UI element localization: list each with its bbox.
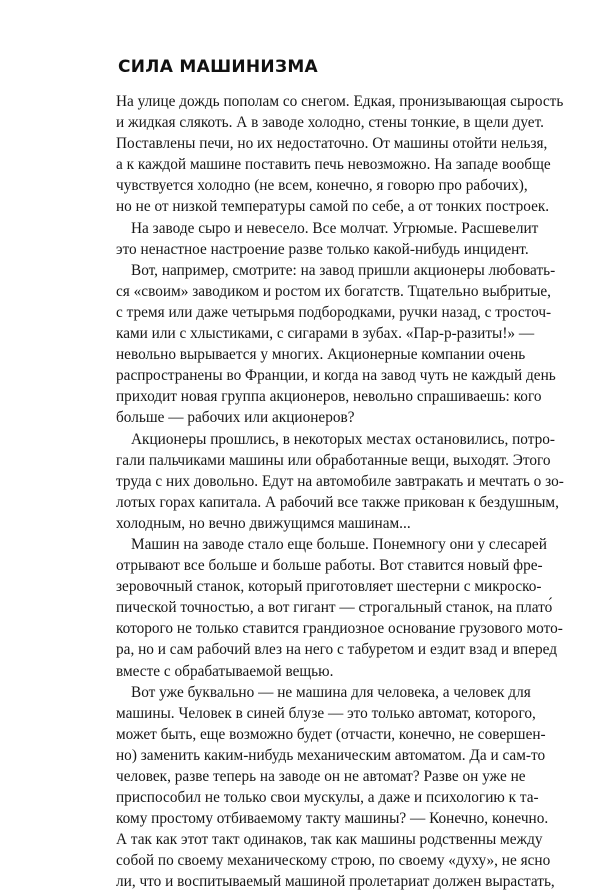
- text-line: На улице дождь пополам со снегом. Едкая, пронизывающая сырость: [116, 93, 564, 110]
- text-line: но) заменить каким-нибудь механическим автоматом. Да и сам-то: [116, 746, 546, 764]
- text-line: с тремя или даже четырьмя подбородками, ручки назад, с тросточ-: [116, 303, 552, 321]
- text-line: приходит новая группа акционеров, невольно спрашиваешь: кого: [116, 388, 542, 406]
- chapter-body: [116, 91, 564, 893]
- text-line: Поставлены печи, но их недостаточно. От машины отойти нельзя,: [116, 135, 548, 153]
- chapter-title: СИЛА МАШИНИЗМА: [118, 57, 319, 77]
- text-line: Вот уже буквально — не машина для человека, а человек для: [131, 683, 531, 701]
- text-line: а к каждой машине поставить печь невозможно. На западе вообще: [116, 156, 551, 174]
- text-line: машины. Человек в синей блузе — это только автомат, которого,: [116, 704, 536, 722]
- text-line: ся «своим» заводиком и ростом их богатств. Тщательно выбритые,: [116, 282, 552, 300]
- text-line: которого не только ставится грандиозное основание грузового мото-: [116, 620, 563, 638]
- text-line: приспособил не только свои мускулы, а даже и психологию к та-: [116, 789, 539, 807]
- text-line: На заводе сыро и невесело. Все молчат. Угрюмые. Расшевелит: [131, 219, 539, 237]
- text-line: Акционеры прошлись, в некоторых местах остановились, потро-: [131, 430, 556, 448]
- text-line: это ненастное настроение разве только какой-нибудь инцидент.: [116, 240, 529, 258]
- text-line: ками или с хлыстиками, с сигарами в зубах. «Пар-р-разиты!» —: [116, 325, 535, 343]
- text-line: гали пальчиками машины или обработанные вещи, выходят. Этого: [116, 451, 551, 469]
- text-line: но не от низкой температуры самой по себе, а от тонких построек.: [116, 198, 550, 216]
- text-line: труда с них довольно. Едут на автомобиле завтракать и мечтать о зо-: [116, 472, 564, 490]
- text-line: холодным, но вечно движущимся машинам...: [116, 514, 411, 532]
- text-line: и жидкая слякоть. А в заводе холодно, стены тонкие, в щели дует.: [116, 114, 544, 132]
- text-line: лотых горах капитала. А рабочий все также прикован к бездушным,: [116, 493, 559, 511]
- text-line: отрывают все больше и больше работы. Вот ставится новый фре-: [116, 557, 543, 575]
- text-line: пической точностью, а вот гигант — строгальный станок, на плато́: [116, 599, 553, 617]
- text-line: кому простому отбиваемому такту машины? — Конечно, конечно.: [116, 810, 549, 828]
- text-line: Вот, например, смотрите: на завод пришли акционеры любовать-: [131, 261, 556, 279]
- text-line: ли, что и воспитываемый машиной пролетариат должен вырастать,: [116, 873, 555, 891]
- text-line: А так как этот такт одинаков, так как машины родственны между: [116, 831, 543, 849]
- text-line: невольно вырывается у многих. Акционерные компании очень: [116, 346, 526, 364]
- text-line: чувствуется холодно (не всем, конечно, я говорю про рабочих),: [116, 177, 528, 195]
- text-line: Машин на заводе стало еще больше. Понемногу они у слесарей: [131, 535, 547, 553]
- text-line: ра, но и сам рабочий влез на него с табуретом и ездит взад и вперед: [116, 641, 558, 659]
- text-line: собой по своему механическому строю, по своему «духу», не ясно: [116, 852, 551, 870]
- text-line: человек, разве теперь на заводе он не автомат? Разве он уже не: [116, 768, 526, 785]
- text-line: зеровочный станок, который приготовляет шестерни с микроско-: [116, 578, 542, 596]
- text-line: распространены во Франции, и когда на завод чуть не каждый день: [116, 367, 556, 385]
- text-line: больше — рабочих или акционеров?: [116, 409, 355, 427]
- text-line: может быть, еще возможно будет (отчасти, конечно, не совершен-: [116, 725, 546, 743]
- text-line: вместе с обрабатываемой вещью.: [116, 662, 334, 680]
